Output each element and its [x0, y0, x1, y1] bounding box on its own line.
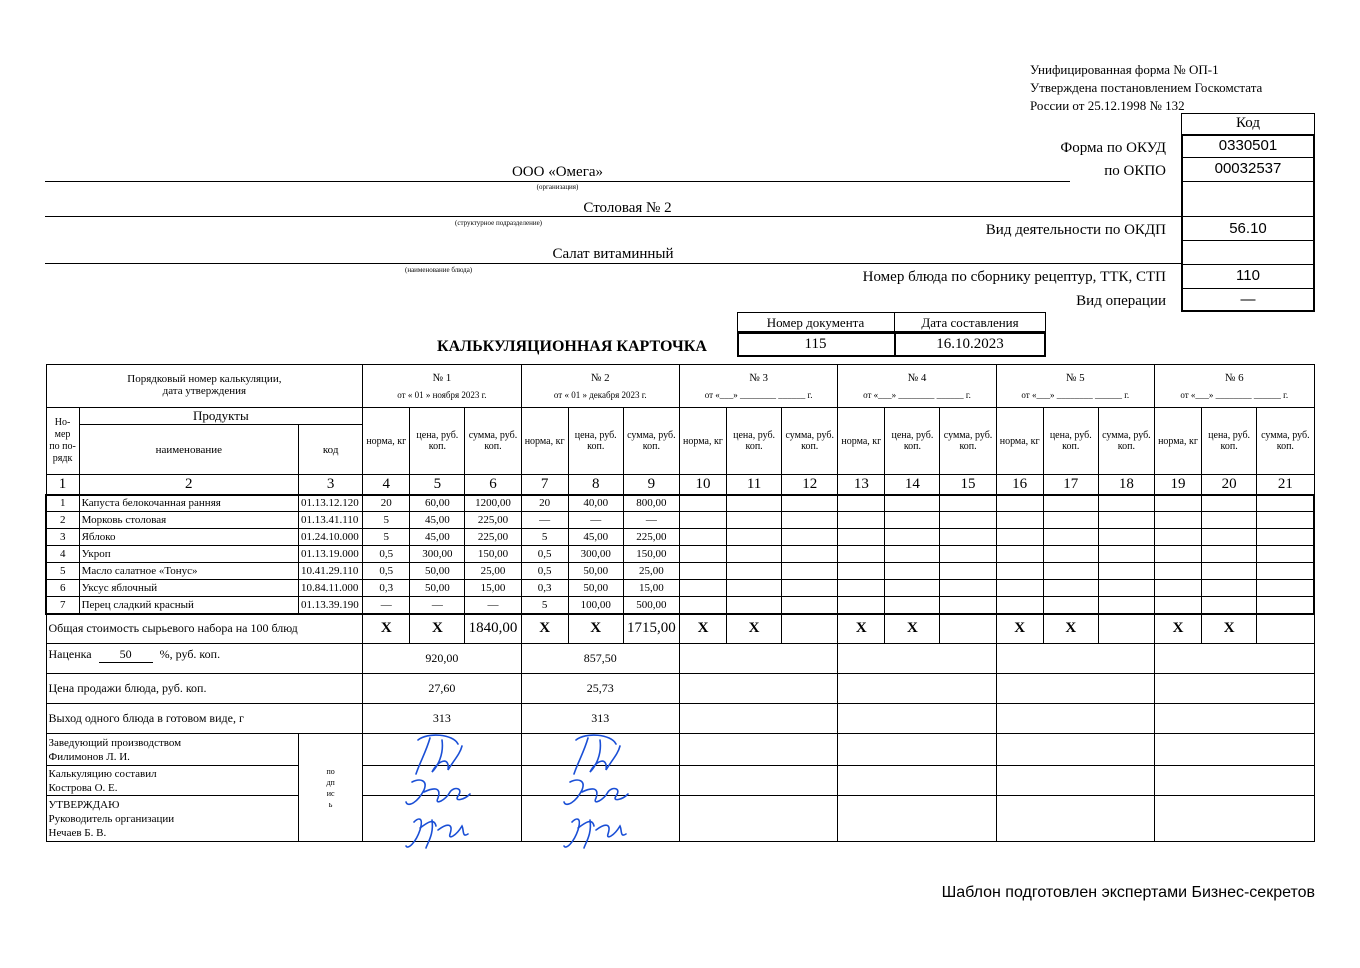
table-cell — [996, 563, 1043, 580]
col-number: 21 — [1257, 475, 1314, 495]
table-cell — [838, 597, 885, 614]
table-cell: Морковь столовая — [79, 512, 298, 529]
document-box — [737, 312, 1046, 357]
table-cell — [1098, 495, 1154, 512]
org-unit: Столовая № 2 — [583, 200, 672, 216]
calc-2-date: от « 01 » декабря 2023 г. — [553, 390, 647, 400]
table-cell — [1043, 580, 1098, 597]
table-cell — [940, 563, 996, 580]
col-number: 20 — [1202, 475, 1257, 495]
markup-suffix: %, руб. коп. — [159, 647, 221, 661]
form-header-line1: Унифицированная форма № ОП-1 — [1030, 62, 1219, 77]
table-cell — [838, 512, 885, 529]
table-cell: 1200,00 — [465, 495, 521, 512]
table-cell — [782, 495, 838, 512]
calculation-table — [45, 364, 1315, 842]
table-cell — [727, 563, 782, 580]
table-cell: 150,00 — [465, 546, 521, 563]
table-cell — [885, 495, 940, 512]
calc-6-number: № 6 — [1224, 372, 1244, 384]
norm-header-2: норма, кг — [521, 408, 568, 475]
markup-2: 857,50 — [521, 644, 679, 674]
calc-1-cell — [363, 365, 521, 408]
table-cell: 0,5 — [521, 546, 568, 563]
document-title: КАЛЬКУЛЯЦИОННАЯ КАРТОЧКА — [437, 338, 707, 355]
table-cell — [996, 580, 1043, 597]
col-number: 10 — [679, 475, 726, 495]
table-cell: 01.13.19.000 — [299, 546, 363, 563]
col-number: 11 — [727, 475, 782, 495]
calc-3-date: от «___» ________ ______ г. — [704, 390, 813, 400]
calc-5-cell — [996, 365, 1154, 408]
table-cell — [1043, 597, 1098, 614]
table-cell — [940, 495, 996, 512]
signature-word: подпись — [299, 734, 363, 842]
table-row — [46, 563, 1314, 580]
org-name-caption: (организация) — [536, 183, 579, 191]
table-cell — [1098, 546, 1154, 563]
table-cell — [996, 546, 1043, 563]
col-number: 5 — [410, 475, 465, 495]
maker-title: Калькуляцию составил — [48, 767, 157, 780]
yield-label: Выход одного блюда в готовом виде, г — [46, 704, 363, 734]
table-cell: 5 — [521, 597, 568, 614]
calc-5-number: № 5 — [1065, 372, 1085, 384]
table-cell — [885, 597, 940, 614]
table-cell: 300,00 — [568, 546, 623, 563]
x-mark: X — [996, 614, 1043, 644]
name-header: наименование — [79, 425, 298, 475]
table-cell — [996, 529, 1043, 546]
x-mark: X — [1154, 614, 1201, 644]
price-header-1: цена, руб. коп. — [410, 408, 465, 475]
table-cell — [1202, 563, 1257, 580]
table-cell: 40,00 — [568, 495, 623, 512]
table-cell — [885, 529, 940, 546]
form-header — [1030, 61, 1262, 115]
col-number: 3 — [299, 475, 363, 495]
okdp-code: 56.10 — [1229, 220, 1267, 237]
table-cell — [1154, 512, 1201, 529]
table-cell — [1043, 546, 1098, 563]
code-header: код — [299, 425, 363, 475]
col-number: 15 — [940, 475, 996, 495]
table-row — [46, 580, 1314, 597]
operation-code: — — [1240, 291, 1256, 308]
table-cell — [1257, 597, 1314, 614]
x-mark: X — [521, 614, 568, 644]
table-cell — [727, 529, 782, 546]
table-cell — [885, 563, 940, 580]
price-header-2: цена, руб. коп. — [568, 408, 623, 475]
table-cell: 45,00 — [568, 529, 623, 546]
table-cell — [885, 546, 940, 563]
sum-header-2: сумма, руб. коп. — [623, 408, 679, 475]
table-cell — [996, 495, 1043, 512]
table-cell: — — [521, 512, 568, 529]
table-cell — [727, 512, 782, 529]
maker-name: Кострова О. Е. — [48, 781, 118, 794]
norm-header-3: норма, кг — [679, 408, 726, 475]
table-cell: 25,00 — [465, 563, 521, 580]
table-cell: 5 — [363, 512, 410, 529]
table-cell — [1154, 580, 1201, 597]
table-cell — [1154, 597, 1201, 614]
table-cell — [679, 580, 726, 597]
x-mark: X — [568, 614, 623, 644]
table-cell: 500,00 — [623, 597, 679, 614]
boss-name: Нечаев Б. В. — [48, 826, 107, 839]
x-mark: X — [1202, 614, 1257, 644]
table-cell — [1098, 512, 1154, 529]
table-cell — [679, 563, 726, 580]
table-cell: 300,00 — [410, 546, 465, 563]
col-number: 4 — [363, 475, 410, 495]
x-mark: X — [838, 614, 885, 644]
table-cell: 20 — [363, 495, 410, 512]
table-cell: 0,3 — [363, 580, 410, 597]
table-cell: 5 — [46, 563, 79, 580]
table-cell — [1098, 529, 1154, 546]
table-row — [46, 495, 1314, 512]
table-cell: 7 — [46, 597, 79, 614]
table-cell — [679, 495, 726, 512]
table-cell: 60,00 — [410, 495, 465, 512]
signature-image-2 — [556, 730, 636, 855]
table-cell: — — [623, 512, 679, 529]
calc-1-number: № 1 — [432, 372, 452, 384]
products-header: Продукты — [79, 408, 363, 425]
calc-2-cell — [521, 365, 679, 408]
calc-6-date: от «___» ________ ______ г. — [1180, 390, 1289, 400]
table-cell: 5 — [363, 529, 410, 546]
table-cell: 15,00 — [623, 580, 679, 597]
x-mark: X — [410, 614, 465, 644]
table-cell — [782, 580, 838, 597]
table-cell — [996, 597, 1043, 614]
total-1: 1840,00 — [465, 614, 521, 644]
col-number: 18 — [1098, 475, 1154, 495]
table-cell — [838, 580, 885, 597]
total-2: 1715,00 — [623, 614, 679, 644]
table-cell: 800,00 — [623, 495, 679, 512]
table-cell: Перец сладкий красный — [79, 597, 298, 614]
calc-2-number: № 2 — [590, 372, 610, 384]
col-number: 9 — [623, 475, 679, 495]
table-cell: 5 — [521, 529, 568, 546]
table-cell: 0,5 — [363, 563, 410, 580]
operation-label: Вид операции — [1076, 293, 1166, 309]
table-cell: — — [465, 597, 521, 614]
calc-header: Порядковый номер калькуляции, — [127, 373, 282, 385]
table-cell — [1202, 512, 1257, 529]
table-cell — [679, 512, 726, 529]
table-cell: 225,00 — [465, 512, 521, 529]
table-cell — [1098, 580, 1154, 597]
x-mark: X — [1043, 614, 1098, 644]
calc-4-date: от «___» ________ ______ г. — [863, 390, 971, 400]
table-row — [46, 512, 1314, 529]
markup-1: 920,00 — [363, 644, 521, 674]
table-cell — [838, 546, 885, 563]
sum-header-3: сумма, руб. коп. — [782, 408, 838, 475]
signature-image-1 — [398, 730, 478, 855]
table-cell — [679, 529, 726, 546]
table-cell — [1154, 563, 1201, 580]
table-cell — [679, 597, 726, 614]
sum-header-5: сумма, руб. коп. — [1098, 408, 1154, 475]
okpo-label: по ОКПО — [1104, 163, 1166, 179]
table-cell: — — [363, 597, 410, 614]
col-number: 19 — [1154, 475, 1201, 495]
table-cell: 150,00 — [623, 546, 679, 563]
table-cell: 10.84.11.000 — [299, 580, 363, 597]
col-number: 16 — [996, 475, 1043, 495]
table-cell — [940, 580, 996, 597]
table-cell: Яблоко — [79, 529, 298, 546]
okud-label: Форма по ОКУД — [1060, 140, 1166, 156]
table-cell — [782, 597, 838, 614]
norm-header-4: норма, кг — [838, 408, 885, 475]
total-row — [46, 614, 1314, 644]
price-row — [46, 674, 1314, 704]
calc-3-cell — [679, 365, 837, 408]
table-row — [46, 529, 1314, 546]
price-header-6: цена, руб. коп. — [1202, 408, 1257, 475]
document-number-label: Номер документа — [766, 315, 865, 330]
calc-header-row — [46, 365, 1314, 408]
table-cell — [996, 512, 1043, 529]
table-cell — [727, 546, 782, 563]
org-name: ООО «Омега» — [511, 164, 604, 180]
price-header-3: цена, руб. коп. — [727, 408, 782, 475]
table-cell — [838, 529, 885, 546]
form-header-line3: России от 25.12.1998 № 132 — [1030, 98, 1185, 113]
table-row — [46, 597, 1314, 614]
table-cell — [838, 563, 885, 580]
yield-2: 313 — [521, 704, 679, 734]
table-cell: 50,00 — [410, 580, 465, 597]
table-cell — [782, 546, 838, 563]
document-number: 115 — [804, 336, 827, 352]
table-cell: 0,5 — [363, 546, 410, 563]
calc-4-cell — [838, 365, 996, 408]
table-cell: Масло салатное «Тонус» — [79, 563, 298, 580]
calc-1-date: от « 01 » ноября 2023 г. — [397, 390, 487, 400]
table-cell: 1 — [46, 495, 79, 512]
sum-header-1: сумма, руб. коп. — [465, 408, 521, 475]
table-cell: 100,00 — [568, 597, 623, 614]
table-cell — [1257, 495, 1314, 512]
markup-percent: 50 — [99, 647, 153, 663]
yield-row — [46, 704, 1314, 734]
row-number-header: Но-мер по по-рядк — [46, 408, 79, 475]
document-date-label: Дата составления — [921, 315, 1019, 330]
table-cell: 45,00 — [410, 529, 465, 546]
table-cell — [1202, 529, 1257, 546]
table-cell: 15,00 — [465, 580, 521, 597]
table-cell — [1257, 580, 1314, 597]
table-cell — [1257, 512, 1314, 529]
col-number: 1 — [46, 475, 79, 495]
table-cell: 45,00 — [410, 512, 465, 529]
price-1: 27,60 — [363, 674, 521, 704]
table-cell — [1202, 495, 1257, 512]
codes-header: Код — [1236, 115, 1260, 131]
table-cell: 25,00 — [623, 563, 679, 580]
col-number: 7 — [521, 475, 568, 495]
table-cell: — — [568, 512, 623, 529]
norm-header-6: норма, кг — [1154, 408, 1201, 475]
table-cell — [1043, 512, 1098, 529]
table-cell: 6 — [46, 580, 79, 597]
table-cell — [940, 529, 996, 546]
head-title: Заведующий производством — [48, 736, 182, 749]
dish-name-caption: (наименование блюда) — [405, 266, 473, 274]
table-cell: 2 — [46, 512, 79, 529]
table-cell: 01.13.12.120 — [299, 495, 363, 512]
table-cell — [1202, 580, 1257, 597]
table-cell — [1154, 495, 1201, 512]
table-cell — [782, 563, 838, 580]
org-unit-caption: (структурное подразделение) — [455, 219, 543, 227]
x-mark: X — [679, 614, 726, 644]
approve-label: УТВЕРЖДАЮ — [48, 798, 120, 811]
table-cell — [940, 597, 996, 614]
boss-title: Руководитель организации — [48, 812, 175, 825]
table-cell: 3 — [46, 529, 79, 546]
table-cell: 01.13.41.110 — [299, 512, 363, 529]
x-mark: X — [363, 614, 410, 644]
col-number: 12 — [782, 475, 838, 495]
total-label: Общая стоимость сырьевого набора на 100 блюд — [46, 614, 363, 644]
table-cell: — — [410, 597, 465, 614]
table-cell — [885, 512, 940, 529]
table-cell: Капуста белокочанная ранняя — [79, 495, 298, 512]
table-cell — [1154, 546, 1201, 563]
form-header-line2: Утверждена постановлением Госкомстата — [1030, 80, 1263, 95]
col-number: 14 — [885, 475, 940, 495]
table-cell — [940, 546, 996, 563]
sum-header-4: сумма, руб. коп. — [940, 408, 996, 475]
price-label: Цена продажи блюда, руб. коп. — [46, 674, 363, 704]
table-cell — [1257, 529, 1314, 546]
table-row — [46, 546, 1314, 563]
norm-header-5: норма, кг — [996, 408, 1043, 475]
document-date: 16.10.2023 — [936, 336, 1004, 352]
price-header-4: цена, руб. коп. — [885, 408, 940, 475]
calc-5-date: от «___» ________ ______ г. — [1021, 390, 1130, 400]
table-cell — [1043, 563, 1098, 580]
calc-4-number: № 4 — [907, 372, 927, 384]
price-2: 25,73 — [521, 674, 679, 704]
table-cell — [679, 546, 726, 563]
calc-3-number: № 3 — [749, 372, 768, 384]
table-cell — [1043, 495, 1098, 512]
table-cell — [1202, 597, 1257, 614]
table-cell: 0,5 — [521, 563, 568, 580]
table-cell — [727, 495, 782, 512]
dish-number-code: 110 — [1236, 267, 1260, 284]
table-cell — [885, 580, 940, 597]
sum-header-6: сумма, руб. коп. — [1257, 408, 1314, 475]
table-cell: 01.13.39.190 — [299, 597, 363, 614]
table-cell: Укроп — [79, 546, 298, 563]
table-cell — [727, 597, 782, 614]
table-cell — [727, 580, 782, 597]
okdp-label: Вид деятельности по ОКДП — [985, 222, 1166, 238]
okpo-code: 00032537 — [1214, 160, 1282, 177]
table-cell — [782, 529, 838, 546]
table-cell: 0,3 — [521, 580, 568, 597]
yield-1: 313 — [363, 704, 521, 734]
norm-header-1: норма, кг — [363, 408, 410, 475]
table-cell: 10.41.29.110 — [299, 563, 363, 580]
table-cell — [1257, 546, 1314, 563]
table-cell: Уксус яблочный — [79, 580, 298, 597]
markup-row — [46, 644, 1314, 674]
table-cell — [1098, 563, 1154, 580]
calc-6-cell — [1154, 365, 1314, 408]
calc-header2: дата утверждения — [162, 385, 247, 397]
col-number: 17 — [1043, 475, 1098, 495]
table-cell: 225,00 — [623, 529, 679, 546]
markup-label: Наценка — [48, 647, 92, 661]
column-numbers-row — [46, 475, 1314, 495]
head-name: Филимонов Л. И. — [48, 750, 130, 763]
table-cell: 225,00 — [465, 529, 521, 546]
table-cell — [782, 512, 838, 529]
dish-name: Салат витаминный — [552, 246, 674, 262]
okud-code: 0330501 — [1218, 137, 1278, 154]
table-cell — [1202, 546, 1257, 563]
price-header-5: цена, руб. коп. — [1043, 408, 1098, 475]
table-cell — [1257, 563, 1314, 580]
dish-number-label: Номер блюда по сборнику рецептур, ТТК, СТП — [862, 269, 1166, 285]
table-cell — [1043, 529, 1098, 546]
table-cell: 20 — [521, 495, 568, 512]
table-cell: 50,00 — [410, 563, 465, 580]
table-cell — [838, 495, 885, 512]
table-cell: 01.24.10.000 — [299, 529, 363, 546]
col-number: 8 — [568, 475, 623, 495]
table-cell: 50,00 — [568, 563, 623, 580]
col-number: 13 — [838, 475, 885, 495]
col-number: 6 — [465, 475, 521, 495]
table-cell: 50,00 — [568, 580, 623, 597]
x-mark: X — [885, 614, 940, 644]
table-cell — [1154, 529, 1201, 546]
table-cell — [940, 512, 996, 529]
table-cell: 4 — [46, 546, 79, 563]
x-mark: X — [727, 614, 782, 644]
col-number: 2 — [79, 475, 298, 495]
table-cell — [1098, 597, 1154, 614]
footer-text: Шаблон подготовлен экспертами Бизнес-секретов — [941, 884, 1315, 901]
